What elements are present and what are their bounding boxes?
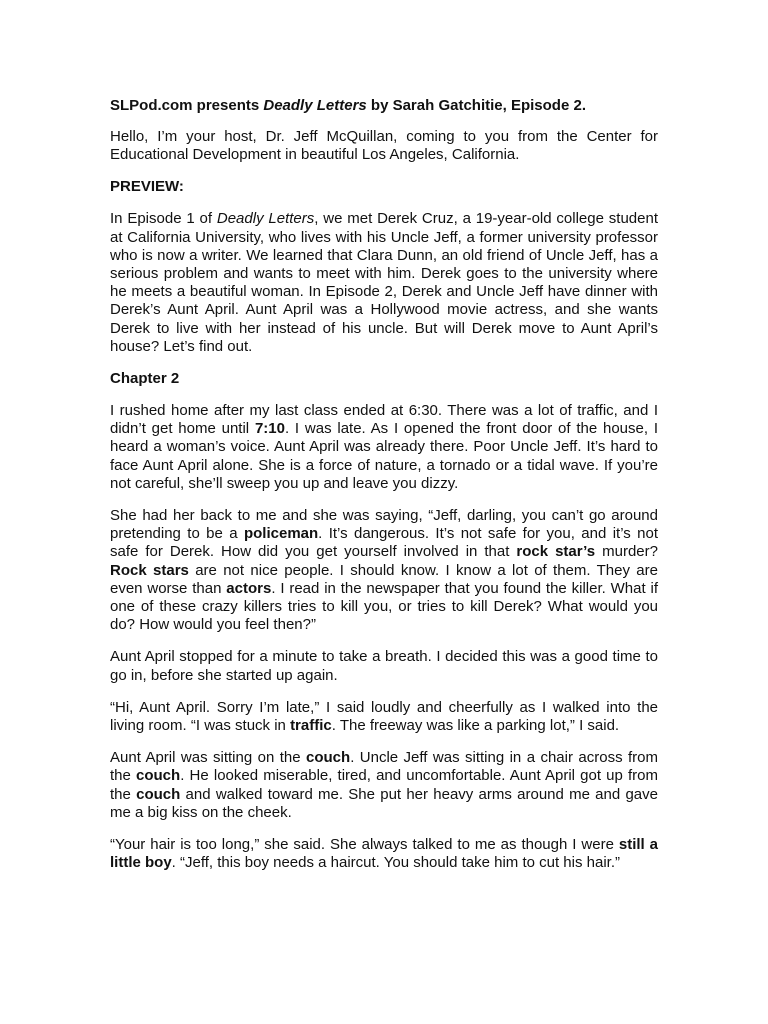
- vocab-term: couch: [306, 749, 351, 767]
- text-run: and walked toward me. She put her heavy arms around me and gave me a big kiss on the cheek.: [110, 785, 658, 821]
- text-run: “Hi, Aunt April. Sorry I’m late,” I said loudly and cheerfully as I walked into the living room. “I was stuck in: [110, 698, 658, 735]
- text-run: are not nice people. I should know. I know a lot of them. They are even worse than: [110, 561, 658, 597]
- text-run: . “Jeff, this boy needs a haircut. You should take him to cut his hair.”: [171, 854, 620, 872]
- vocab-term: still a little boy: [110, 836, 658, 872]
- vocab-term: traffic: [290, 717, 332, 735]
- text-run: I rushed home after my last class ended at 6:30. There was a lot of traffic, and I didn’t get home until: [110, 402, 658, 438]
- text-run: murder?: [595, 543, 658, 561]
- preview-text-before: In Episode 1 of: [110, 210, 217, 228]
- text-run: . I was late. As I opened the front door of the house, I heard a woman’s voice. Aunt April was already there. Poor Uncle Jeff. It’s hard to face Aunt April alone. She is a force of nature, a tornado or a tidal wave. If you’re not careful, she’ll sweep you up and leave you dizzy.: [110, 420, 658, 492]
- text-run: . Uncle Jeff was sitting in a chair across from the: [110, 749, 659, 785]
- story-paragraph-3: Aunt April stopped for a minute to take a breath. I decided this was a good time to go in, before she started up again.: [110, 648, 658, 684]
- vocab-term: couch: [136, 767, 181, 785]
- preview-text-after: , we met Derek Cruz, a 19-year-old college student at California University, who lives with his Uncle Jeff, a former university professor who is now a writer. We learned that Clara Dunn, an old friend of Uncle Jeff, has a serious problem and wants to meet with him. Derek goes to the university where he meets a beautiful woman. In Episode 2, Derek and Uncle Jeff have dinner with Derek’s Aunt April. Aunt April was a Hollywood movie actress, and she wants Derek to live with her instead of his uncle. But will Derek move to Aunt April’s house? Let’s find out.: [110, 210, 658, 355]
- vocab-term: Rock stars: [110, 561, 189, 579]
- title-suffix: by Sarah Gatchitie, Episode 2.: [366, 97, 586, 114]
- story-paragraph-5: [110, 749, 658, 822]
- document-title: [110, 96, 658, 116]
- preview-paragraph: [110, 210, 658, 356]
- chapter-heading: Chapter 2: [110, 370, 180, 388]
- preview-heading: PREVIEW:: [110, 178, 184, 196]
- vocab-term: policeman: [243, 525, 319, 543]
- story-paragraph-2: [110, 507, 658, 634]
- text-run: . It’s dangerous. It’s not safe for you, and it’s not safe for Derek. How did you get yourself involved in that: [110, 525, 658, 561]
- story-title: Deadly Letters: [263, 97, 367, 114]
- story-paragraph-1: [110, 402, 658, 493]
- vocab-term: 7:10: [254, 420, 285, 438]
- title-prefix: SLPod.com presents: [110, 97, 264, 114]
- preview-story-title: Deadly Letters: [216, 210, 315, 228]
- vocab-term: actors: [226, 579, 272, 597]
- text-run: . I read in the newspaper that you found the killer. What if one of these crazy killers tries to kill you, or tries to kill Derek? What would you do? How would you feel then?”: [110, 579, 658, 634]
- story-paragraph-6: [110, 836, 658, 872]
- vocab-term: rock star’s: [516, 543, 596, 561]
- text-run: . He looked miserable, tired, and uncomfortable. Aunt April got up from the: [110, 767, 658, 803]
- vocab-term: couch: [136, 785, 181, 803]
- text-run: “Your hair is too long,” she said. She always talked to me as though I were: [110, 836, 619, 854]
- text-run: . The freeway was like a parking lot,” I said.: [331, 717, 620, 735]
- text-run: She had her back to me and she was saying, “Jeff, darling, you can’t go around pretending to be a: [110, 507, 658, 543]
- intro-paragraph: Hello, I’m your host, Dr. Jeff McQuillan, coming to you from the Center for Educational Development in beautiful Los Angeles, California.: [110, 128, 658, 164]
- story-paragraph-4: [110, 699, 658, 735]
- text-run: Aunt April was sitting on the: [110, 749, 306, 767]
